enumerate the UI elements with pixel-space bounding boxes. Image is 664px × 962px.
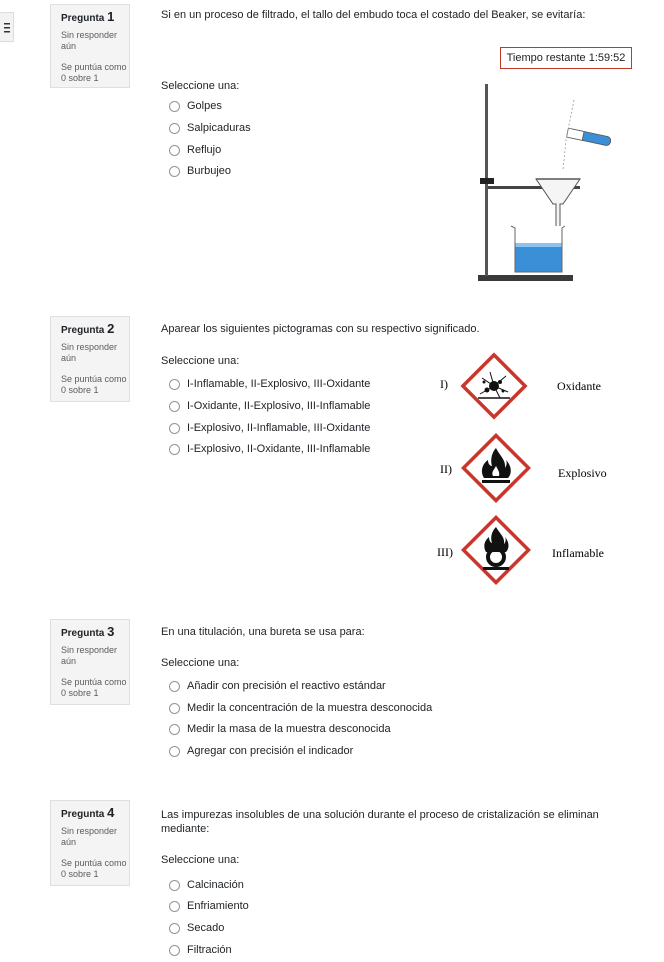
drawer-toggle-button[interactable] xyxy=(0,12,14,42)
pictogram-2-roman: II) xyxy=(440,462,452,476)
question-number: Pregunta 3 xyxy=(61,624,115,639)
question-3-info xyxy=(50,619,130,705)
question-1-info xyxy=(50,4,130,88)
explosive-pictogram-icon xyxy=(460,352,528,420)
question-2-text: Aparear los siguientes pictogramas con su respectivo significado. xyxy=(161,323,480,335)
pictogram-3-label: Inflamable xyxy=(552,546,604,560)
radio-button[interactable] xyxy=(169,379,180,390)
radio-button[interactable] xyxy=(169,401,180,412)
question-1-option[interactable]: Reflujo xyxy=(169,142,221,158)
question-1-prompt: Seleccione una: xyxy=(161,80,240,92)
test-tube xyxy=(567,128,612,146)
pictogram-1-label: Oxidante xyxy=(557,379,601,393)
radio-button[interactable] xyxy=(169,724,180,735)
radio-button[interactable] xyxy=(169,423,180,434)
question-2-option[interactable]: I-Oxidante, II-Explosivo, III-Inflamable xyxy=(169,398,370,414)
question-grade: Se puntúa como 0 sobre 1 xyxy=(61,62,127,83)
question-3-option[interactable]: Añadir con precisión el reactivo estándar xyxy=(169,678,386,694)
question-number: Pregunta 4 xyxy=(61,805,115,820)
question-3-text: En una titulación, una bureta se usa para: xyxy=(161,626,365,638)
question-2-option[interactable]: I-Inflamable, II-Explosivo, III-Oxidante xyxy=(169,376,370,392)
beaker-liquid xyxy=(516,246,562,272)
radio-button[interactable] xyxy=(169,703,180,714)
timer-box xyxy=(500,47,632,69)
question-state: Sin responder aún xyxy=(61,30,118,51)
timer-value: 1:59:52 xyxy=(588,52,626,64)
question-2-info xyxy=(50,316,130,402)
question-4-option[interactable]: Secado xyxy=(169,920,224,936)
oxidizer-pictogram-icon xyxy=(459,513,533,587)
pictogram-3-roman: III) xyxy=(437,545,453,559)
question-grade: Se puntúa como 0 sobre 1 xyxy=(61,374,127,395)
radio-button[interactable] xyxy=(169,923,180,934)
radio-button[interactable] xyxy=(169,444,180,455)
question-3-option[interactable]: Medir la concentración de la muestra desconocida xyxy=(169,700,432,716)
timer-label: Tiempo restante xyxy=(506,52,586,64)
question-state: Sin responder aún xyxy=(61,826,118,847)
clamp xyxy=(480,178,494,184)
flammable-pictogram-icon xyxy=(460,432,532,504)
question-state: Sin responder aún xyxy=(61,645,118,666)
radio-button[interactable] xyxy=(169,101,180,112)
question-4-option[interactable]: Enfriamiento xyxy=(169,898,249,914)
radio-button[interactable] xyxy=(169,123,180,134)
question-number: Pregunta 1 xyxy=(61,9,115,24)
radio-button[interactable] xyxy=(169,880,180,891)
question-4-info xyxy=(50,800,130,886)
question-4-text: Las impurezas insolubles de una solución durante el proceso de cristalización se eliminan mediante: xyxy=(161,809,599,835)
question-1-option[interactable]: Golpes xyxy=(169,98,222,114)
question-grade: Se puntúa como 0 sobre 1 xyxy=(61,858,127,879)
question-4-prompt: Seleccione una: xyxy=(161,854,240,866)
question-grade: Se puntúa como 0 sobre 1 xyxy=(61,677,127,698)
question-3-option[interactable]: Agregar con precisión el indicador xyxy=(169,743,353,759)
question-2-prompt: Seleccione una: xyxy=(161,355,240,367)
filtration-apparatus-illustration xyxy=(470,82,620,284)
question-1-option[interactable]: Salpicaduras xyxy=(169,120,251,136)
radio-button[interactable] xyxy=(169,746,180,757)
question-1-text: Si en un proceso de filtrado, el tallo del embudo toca el costado del Beaker, se evitaría: xyxy=(161,9,586,21)
question-1-option[interactable]: Burbujeo xyxy=(169,163,231,179)
menu-icon xyxy=(4,23,10,33)
pictogram-2-label: Explosivo xyxy=(558,466,607,480)
question-state: Sin responder aún xyxy=(61,342,118,363)
question-2-option[interactable]: I-Explosivo, II-Inflamable, III-Oxidante xyxy=(169,420,370,436)
radio-button[interactable] xyxy=(169,145,180,156)
question-4-option[interactable]: Calcinación xyxy=(169,877,244,893)
question-3-prompt: Seleccione una: xyxy=(161,657,240,669)
radio-button[interactable] xyxy=(169,945,180,956)
radio-button[interactable] xyxy=(169,681,180,692)
radio-button[interactable] xyxy=(169,901,180,912)
radio-button[interactable] xyxy=(169,166,180,177)
pictogram-1-roman: I) xyxy=(440,377,448,391)
question-3-option[interactable]: Medir la masa de la muestra desconocida xyxy=(169,721,391,737)
question-4-option[interactable]: Filtración xyxy=(169,942,232,958)
question-2-option[interactable]: I-Explosivo, II-Oxidante, III-Inflamable xyxy=(169,441,370,457)
question-number: Pregunta 2 xyxy=(61,321,115,336)
stand-base xyxy=(478,275,573,281)
